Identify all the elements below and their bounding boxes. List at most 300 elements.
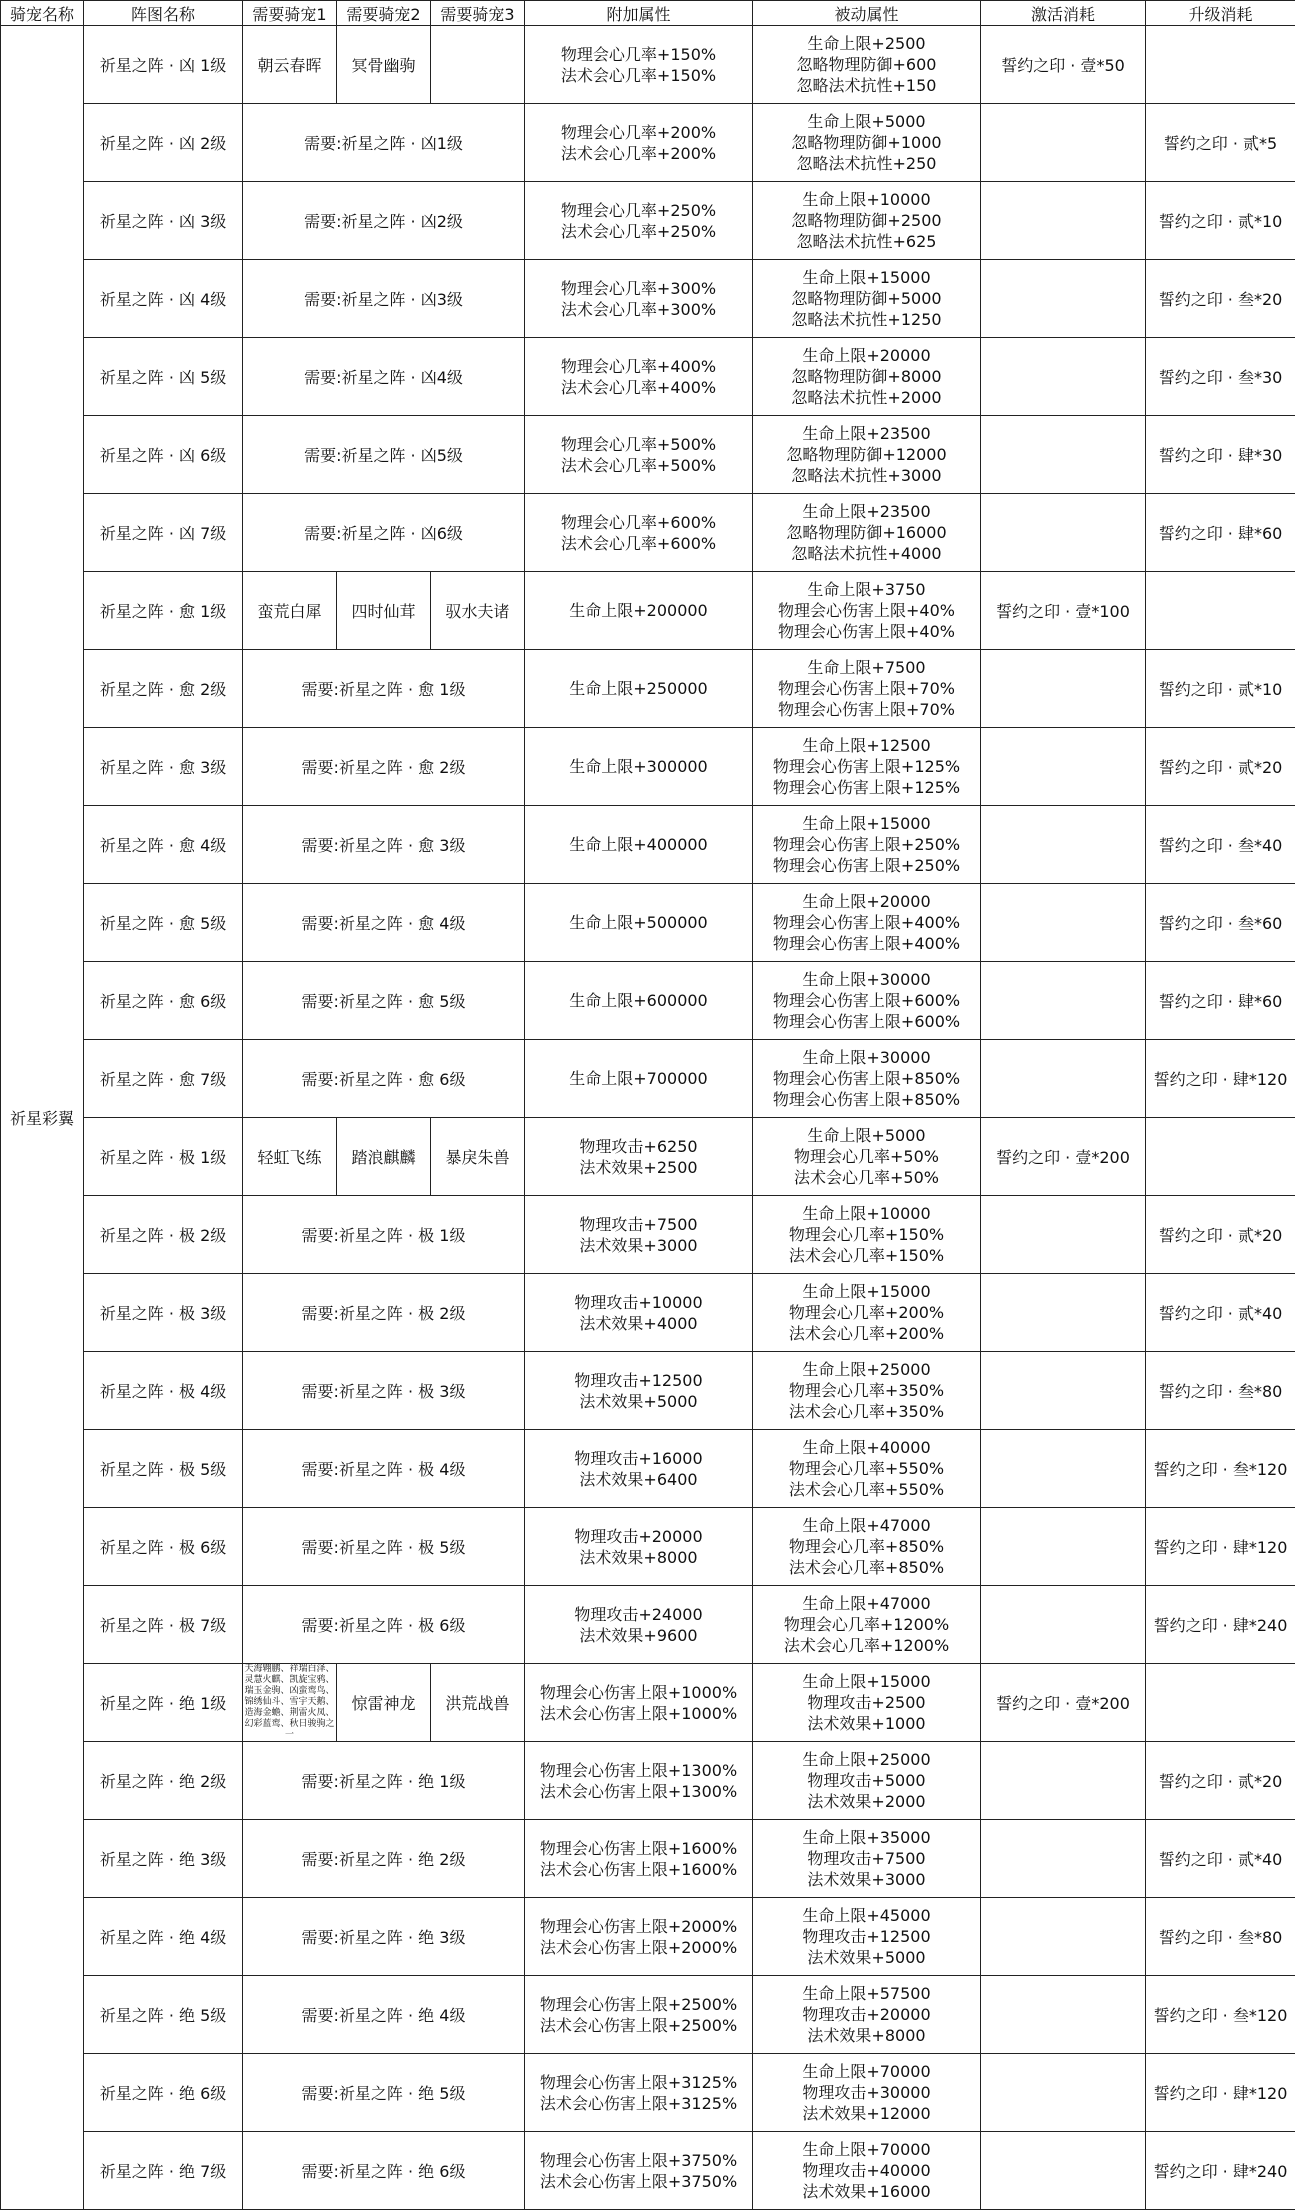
formation-name-cell: 祈星之阵 · 绝 2级 [84, 1742, 243, 1820]
passive-cell [753, 494, 981, 572]
activation-cost-cell [981, 494, 1146, 572]
attribute-cell-line: 法术效果+9600 [525, 1625, 752, 1646]
required-pet-cell: 冥骨幽驹 [337, 26, 431, 104]
activation-cost-cell [981, 338, 1146, 416]
upgrade-cost-cell: 誓约之印 · 肆*30 [1146, 416, 1295, 494]
column-header: 被动属性 [753, 1, 981, 26]
requirement-cell: 需要:祈星之阵 · 愈 3级 [243, 806, 525, 884]
formation-name-cell: 祈星之阵 · 凶 3级 [84, 182, 243, 260]
activation-cost-cell [981, 416, 1146, 494]
attribute-cell [525, 1742, 753, 1820]
upgrade-cost-cell: 誓约之印 · 肆*120 [1146, 1508, 1295, 1586]
formation-name-cell: 祈星之阵 · 绝 5级 [84, 1976, 243, 2054]
upgrade-cost-cell [1146, 1664, 1295, 1742]
activation-cost-cell: 誓约之印 · 壹*200 [981, 1664, 1146, 1742]
passive-cell-line: 生命上限+47000 [753, 1515, 980, 1536]
column-header: 附加属性 [525, 1, 753, 26]
passive-cell-line: 物理会心几率+1200% [753, 1614, 980, 1635]
passive-cell-line: 物理会心伤害上限+125% [753, 777, 980, 798]
upgrade-cost-cell: 誓约之印 · 贰*20 [1146, 1196, 1295, 1274]
passive-cell-line: 法术会心几率+350% [753, 1401, 980, 1422]
requirement-cell: 需要:祈星之阵 · 极 4级 [243, 1430, 525, 1508]
passive-cell-line: 物理攻击+40000 [753, 2160, 980, 2181]
formation-name-cell: 祈星之阵 · 凶 2级 [84, 104, 243, 182]
passive-cell-line: 忽略法术抗性+150 [753, 75, 980, 96]
attribute-cell [525, 1352, 753, 1430]
activation-cost-cell [981, 1976, 1146, 2054]
requirement-cell: 需要:祈星之阵 · 绝 3级 [243, 1898, 525, 1976]
passive-cell-line: 生命上限+5000 [753, 1125, 980, 1146]
requirement-cell: 需要:祈星之阵 · 绝 1级 [243, 1742, 525, 1820]
passive-cell [753, 1976, 981, 2054]
formation-name-cell: 祈星之阵 · 绝 4级 [84, 1898, 243, 1976]
table-row [1, 2054, 1295, 2132]
attribute-cell [525, 650, 753, 728]
attribute-cell [525, 2132, 753, 2210]
passive-cell [753, 1664, 981, 1742]
attribute-cell-line: 物理会心几率+200% [525, 122, 752, 143]
passive-cell-line: 物理会心几率+350% [753, 1380, 980, 1401]
formation-name-cell: 祈星之阵 · 极 4级 [84, 1352, 243, 1430]
passive-cell-line: 物理会心几率+200% [753, 1302, 980, 1323]
attribute-cell-line: 物理攻击+16000 [525, 1448, 752, 1469]
formation-name-cell: 祈星之阵 · 凶 6级 [84, 416, 243, 494]
activation-cost-cell [981, 962, 1146, 1040]
activation-cost-cell [981, 182, 1146, 260]
attribute-cell-line: 物理会心几率+150% [525, 44, 752, 65]
requirement-cell: 需要:祈星之阵 · 凶4级 [243, 338, 525, 416]
passive-cell [753, 1040, 981, 1118]
table-row [1, 494, 1295, 572]
requirement-cell: 需要:祈星之阵 · 绝 2级 [243, 1820, 525, 1898]
attribute-cell [525, 2054, 753, 2132]
upgrade-cost-cell [1146, 1118, 1295, 1196]
attribute-cell-line: 物理会心几率+500% [525, 434, 752, 455]
requirement-cell: 需要:祈星之阵 · 极 3级 [243, 1352, 525, 1430]
passive-cell-line: 忽略法术抗性+250 [753, 153, 980, 174]
passive-cell [753, 1196, 981, 1274]
requirement-cell: 需要:祈星之阵 · 愈 4级 [243, 884, 525, 962]
formation-name-cell: 祈星之阵 · 凶 4级 [84, 260, 243, 338]
passive-cell [753, 1274, 981, 1352]
passive-cell [753, 572, 981, 650]
passive-cell [753, 2132, 981, 2210]
attribute-cell [525, 1274, 753, 1352]
passive-cell-line: 法术效果+8000 [753, 2025, 980, 2046]
passive-cell-line: 法术会心几率+50% [753, 1167, 980, 1188]
upgrade-cost-cell: 誓约之印 · 肆*60 [1146, 494, 1295, 572]
passive-cell [753, 2054, 981, 2132]
passive-cell-line: 生命上限+40000 [753, 1437, 980, 1458]
attribute-cell [525, 494, 753, 572]
passive-cell-line: 生命上限+70000 [753, 2061, 980, 2082]
requirement-cell: 需要:祈星之阵 · 愈 6级 [243, 1040, 525, 1118]
attribute-cell-line: 物理会心伤害上限+1600% [525, 1838, 752, 1859]
requirement-cell: 需要:祈星之阵 · 凶1级 [243, 104, 525, 182]
table-row [1, 650, 1295, 728]
attribute-cell [525, 1508, 753, 1586]
attribute-cell-line: 生命上限+300000 [525, 756, 752, 777]
attribute-cell-line: 生命上限+200000 [525, 600, 752, 621]
passive-cell [753, 260, 981, 338]
activation-cost-cell: 誓约之印 · 壹*100 [981, 572, 1146, 650]
passive-cell-line: 法术效果+3000 [753, 1869, 980, 1890]
table-row [1, 806, 1295, 884]
activation-cost-cell [981, 1352, 1146, 1430]
passive-cell-line: 忽略物理防御+8000 [753, 366, 980, 387]
upgrade-cost-cell: 誓约之印 · 贰*20 [1146, 728, 1295, 806]
upgrade-cost-cell: 誓约之印 · 肆*240 [1146, 2132, 1295, 2210]
table-row [1, 338, 1295, 416]
attribute-cell-line: 法术会心几率+300% [525, 299, 752, 320]
passive-cell-line: 生命上限+15000 [753, 813, 980, 834]
passive-cell-line: 物理攻击+30000 [753, 2082, 980, 2103]
passive-cell-line: 生命上限+23500 [753, 423, 980, 444]
activation-cost-cell [981, 104, 1146, 182]
attribute-cell [525, 1820, 753, 1898]
passive-cell-line: 物理攻击+12500 [753, 1926, 980, 1947]
attribute-cell-line: 生命上限+500000 [525, 912, 752, 933]
passive-cell [753, 962, 981, 1040]
table-row [1, 1976, 1295, 2054]
requirement-cell: 需要:祈星之阵 · 愈 1级 [243, 650, 525, 728]
passive-cell [753, 1118, 981, 1196]
passive-cell [753, 416, 981, 494]
table-row [1, 26, 1295, 104]
attribute-cell-line: 法术会心几率+600% [525, 533, 752, 554]
attribute-cell-line: 生命上限+400000 [525, 834, 752, 855]
attribute-cell-line: 物理攻击+6250 [525, 1136, 752, 1157]
table-row [1, 1040, 1295, 1118]
attribute-cell [525, 728, 753, 806]
required-pet-cell: 轻虹飞练 [243, 1118, 337, 1196]
activation-cost-cell [981, 728, 1146, 806]
upgrade-cost-cell: 誓约之印 · 肆*240 [1146, 1586, 1295, 1664]
activation-cost-cell [981, 1898, 1146, 1976]
table-row [1, 1274, 1295, 1352]
passive-cell [753, 1898, 981, 1976]
required-pet-cell: 驭水夫诸 [431, 572, 525, 650]
upgrade-cost-cell: 誓约之印 · 贰*40 [1146, 1820, 1295, 1898]
table-row [1, 1118, 1295, 1196]
passive-cell [753, 104, 981, 182]
passive-cell [753, 1820, 981, 1898]
passive-cell [753, 26, 981, 104]
passive-cell-line: 法术效果+16000 [753, 2181, 980, 2202]
formation-name-cell: 祈星之阵 · 极 6级 [84, 1508, 243, 1586]
formation-name-cell: 祈星之阵 · 愈 6级 [84, 962, 243, 1040]
requirement-cell: 需要:祈星之阵 · 凶5级 [243, 416, 525, 494]
passive-cell-line: 物理会心伤害上限+40% [753, 600, 980, 621]
passive-cell-line: 忽略物理防御+16000 [753, 522, 980, 543]
formation-name-cell: 祈星之阵 · 愈 2级 [84, 650, 243, 728]
upgrade-cost-cell: 誓约之印 · 贰*40 [1146, 1274, 1295, 1352]
passive-cell-line: 物理会心伤害上限+400% [753, 933, 980, 954]
passive-cell-line: 物理会心伤害上限+250% [753, 834, 980, 855]
attribute-cell-line: 法术效果+5000 [525, 1391, 752, 1412]
passive-cell-line: 生命上限+20000 [753, 891, 980, 912]
attribute-cell [525, 338, 753, 416]
passive-cell-line: 生命上限+35000 [753, 1827, 980, 1848]
attribute-cell-line: 法术效果+8000 [525, 1547, 752, 1568]
attribute-cell-line: 物理会心伤害上限+2500% [525, 1994, 752, 2015]
attribute-cell-line: 法术会心几率+150% [525, 65, 752, 86]
column-header: 需要骑宠1 [243, 1, 337, 26]
passive-cell-line: 物理会心几率+550% [753, 1458, 980, 1479]
activation-cost-cell [981, 1040, 1146, 1118]
requirement-cell: 需要:祈星之阵 · 极 2级 [243, 1274, 525, 1352]
attribute-cell-line: 法术效果+3000 [525, 1235, 752, 1256]
attribute-cell-line: 法术会心伤害上限+3750% [525, 2171, 752, 2192]
attribute-cell [525, 806, 753, 884]
passive-cell [753, 806, 981, 884]
passive-cell-line: 忽略法术抗性+625 [753, 231, 980, 252]
formation-name-cell: 祈星之阵 · 绝 3级 [84, 1820, 243, 1898]
attribute-cell [525, 1196, 753, 1274]
required-pet-cell: 蛮荒白犀 [243, 572, 337, 650]
passive-cell-line: 生命上限+15000 [753, 1671, 980, 1692]
passive-cell-line: 生命上限+45000 [753, 1905, 980, 1926]
requirement-cell: 需要:祈星之阵 · 愈 2级 [243, 728, 525, 806]
requirement-cell: 需要:祈星之阵 · 绝 4级 [243, 1976, 525, 2054]
attribute-cell [525, 104, 753, 182]
activation-cost-cell [981, 650, 1146, 728]
passive-cell-line: 法术会心几率+550% [753, 1479, 980, 1500]
table-row [1, 1742, 1295, 1820]
formation-name-cell: 祈星之阵 · 极 7级 [84, 1586, 243, 1664]
attribute-cell-line: 物理攻击+20000 [525, 1526, 752, 1547]
passive-cell-line: 法术会心几率+1200% [753, 1635, 980, 1656]
table-header [1, 1, 1295, 26]
upgrade-cost-cell: 誓约之印 · 肆*120 [1146, 2054, 1295, 2132]
passive-cell-line: 生命上限+30000 [753, 1047, 980, 1068]
attribute-cell-line: 法术会心几率+200% [525, 143, 752, 164]
attribute-cell-line: 物理会心几率+300% [525, 278, 752, 299]
requirement-cell: 需要:祈星之阵 · 绝 6级 [243, 2132, 525, 2210]
formation-name-cell: 祈星之阵 · 愈 4级 [84, 806, 243, 884]
table-row [1, 1820, 1295, 1898]
formation-name-cell: 祈星之阵 · 极 1级 [84, 1118, 243, 1196]
column-header: 阵图名称 [84, 1, 243, 26]
required-pet-cell: 洪荒战兽 [431, 1664, 525, 1742]
passive-cell-line: 物理会心伤害上限+400% [753, 912, 980, 933]
activation-cost-cell [981, 1742, 1146, 1820]
attribute-cell-line: 法术效果+2500 [525, 1157, 752, 1178]
attribute-cell-line: 法术会心伤害上限+1000% [525, 1703, 752, 1724]
table-row [1, 1664, 1295, 1742]
table-row [1, 260, 1295, 338]
activation-cost-cell: 誓约之印 · 壹*200 [981, 1118, 1146, 1196]
table-row [1, 2132, 1295, 2210]
passive-cell-line: 物理攻击+20000 [753, 2004, 980, 2025]
table-row [1, 416, 1295, 494]
attribute-cell [525, 1898, 753, 1976]
attribute-cell-line: 法术会心几率+400% [525, 377, 752, 398]
table-row [1, 962, 1295, 1040]
attribute-cell-line: 物理会心伤害上限+1000% [525, 1682, 752, 1703]
attribute-cell-line: 物理会心几率+400% [525, 356, 752, 377]
attribute-cell-line: 生命上限+700000 [525, 1068, 752, 1089]
formation-name-cell: 祈星之阵 · 愈 7级 [84, 1040, 243, 1118]
requirement-cell: 需要:祈星之阵 · 极 6级 [243, 1586, 525, 1664]
column-header: 激活消耗 [981, 1, 1146, 26]
passive-cell-line: 生命上限+20000 [753, 345, 980, 366]
upgrade-cost-cell: 誓约之印 · 叁*20 [1146, 260, 1295, 338]
attribute-cell [525, 182, 753, 260]
passive-cell-line: 法术效果+2000 [753, 1791, 980, 1812]
formation-name-cell: 祈星之阵 · 凶 7级 [84, 494, 243, 572]
passive-cell-line: 物理会心几率+50% [753, 1146, 980, 1167]
passive-cell-line: 法术效果+12000 [753, 2103, 980, 2124]
attribute-cell-line: 物理攻击+7500 [525, 1214, 752, 1235]
requirement-cell: 需要:祈星之阵 · 绝 5级 [243, 2054, 525, 2132]
table-row [1, 1430, 1295, 1508]
activation-cost-cell [981, 1430, 1146, 1508]
passive-cell-line: 生命上限+15000 [753, 267, 980, 288]
table-row [1, 1352, 1295, 1430]
attribute-cell-line: 物理攻击+24000 [525, 1604, 752, 1625]
attribute-cell [525, 572, 753, 650]
passive-cell-line: 生命上限+12500 [753, 735, 980, 756]
passive-cell-line: 物理会心伤害上限+70% [753, 678, 980, 699]
upgrade-cost-cell: 誓约之印 · 叁*80 [1146, 1898, 1295, 1976]
formation-name-cell: 祈星之阵 · 愈 5级 [84, 884, 243, 962]
passive-cell-line: 忽略物理防御+1000 [753, 132, 980, 153]
passive-cell-line: 物理会心伤害上限+850% [753, 1089, 980, 1110]
formation-name-cell: 祈星之阵 · 凶 5级 [84, 338, 243, 416]
passive-cell-line: 忽略法术抗性+4000 [753, 543, 980, 564]
formation-name-cell: 祈星之阵 · 绝 1级 [84, 1664, 243, 1742]
formation-name-cell: 祈星之阵 · 绝 6级 [84, 2054, 243, 2132]
attribute-cell-line: 法术效果+6400 [525, 1469, 752, 1490]
activation-cost-cell [981, 1820, 1146, 1898]
required-pet-cell: 踏浪麒麟 [337, 1118, 431, 1196]
passive-cell [753, 1586, 981, 1664]
table-row [1, 1196, 1295, 1274]
passive-cell-line: 物理会心伤害上限+850% [753, 1068, 980, 1089]
upgrade-cost-cell: 誓约之印 · 贰*10 [1146, 182, 1295, 260]
passive-cell-line: 生命上限+5000 [753, 111, 980, 132]
passive-cell-line: 忽略法术抗性+1250 [753, 309, 980, 330]
attribute-cell-line: 法术会心伤害上限+1600% [525, 1859, 752, 1880]
passive-cell [753, 884, 981, 962]
attribute-cell-line: 物理会心伤害上限+1300% [525, 1760, 752, 1781]
upgrade-cost-cell: 誓约之印 · 叁*40 [1146, 806, 1295, 884]
passive-cell-line: 生命上限+70000 [753, 2139, 980, 2160]
passive-cell-line: 生命上限+47000 [753, 1593, 980, 1614]
activation-cost-cell [981, 2132, 1146, 2210]
passive-cell [753, 650, 981, 728]
requirement-cell: 需要:祈星之阵 · 极 1级 [243, 1196, 525, 1274]
required-pet-cell: 惊雷神龙 [337, 1664, 431, 1742]
requirement-cell: 需要:祈星之阵 · 凶3级 [243, 260, 525, 338]
required-pet-cell: 朝云春晖 [243, 26, 337, 104]
formation-name-cell: 祈星之阵 · 绝 7级 [84, 2132, 243, 2210]
upgrade-cost-cell: 誓约之印 · 叁*60 [1146, 884, 1295, 962]
attribute-cell-line: 生命上限+250000 [525, 678, 752, 699]
table-row [1, 1508, 1295, 1586]
passive-cell-line: 生命上限+10000 [753, 1203, 980, 1224]
column-header: 需要骑宠2 [337, 1, 431, 26]
activation-cost-cell [981, 2054, 1146, 2132]
attribute-cell-line: 物理会心伤害上限+3750% [525, 2150, 752, 2171]
activation-cost-cell [981, 1274, 1146, 1352]
passive-cell-line: 法术会心几率+150% [753, 1245, 980, 1266]
required-pet-cell: 暴戾朱兽 [431, 1118, 525, 1196]
table-row [1, 572, 1295, 650]
passive-cell-line: 物理会心几率+150% [753, 1224, 980, 1245]
upgrade-cost-cell: 誓约之印 · 肆*60 [1146, 962, 1295, 1040]
passive-cell-line: 物理会心伤害上限+70% [753, 699, 980, 720]
table-row [1, 884, 1295, 962]
required-pet-cell: 天海翱鹏、祥瑞白泽、灵慧火麒、凯旋宝鸦、瑞玉金驹、凶蛮鸾鸟、锦绣仙斗、雪宇天鹅、造海金蟾、荆雷火凤、幻彩蓝鸾、秋日骏驹之一 [243, 1664, 337, 1742]
formation-name-cell: 祈星之阵 · 极 5级 [84, 1430, 243, 1508]
formation-name-cell: 祈星之阵 · 极 3级 [84, 1274, 243, 1352]
formation-name-cell: 祈星之阵 · 极 2级 [84, 1196, 243, 1274]
passive-cell-line: 生命上限+2500 [753, 33, 980, 54]
column-header: 骑宠名称 [1, 1, 84, 26]
passive-cell-line: 生命上限+23500 [753, 501, 980, 522]
passive-cell-line: 忽略法术抗性+3000 [753, 465, 980, 486]
attribute-cell-line: 法术效果+4000 [525, 1313, 752, 1334]
passive-cell [753, 182, 981, 260]
attribute-cell [525, 1430, 753, 1508]
passive-cell-line: 忽略物理防御+5000 [753, 288, 980, 309]
passive-cell-line: 忽略法术抗性+2000 [753, 387, 980, 408]
passive-cell-line: 生命上限+7500 [753, 657, 980, 678]
table-row [1, 182, 1295, 260]
activation-cost-cell [981, 260, 1146, 338]
passive-cell-line: 物理会心伤害上限+250% [753, 855, 980, 876]
attribute-cell [525, 1586, 753, 1664]
attribute-cell-line: 物理会心伤害上限+2000% [525, 1916, 752, 1937]
attribute-cell-line: 物理会心几率+250% [525, 200, 752, 221]
upgrade-cost-cell [1146, 26, 1295, 104]
attribute-cell-line: 法术会心伤害上限+1300% [525, 1781, 752, 1802]
passive-cell-line: 忽略物理防御+2500 [753, 210, 980, 231]
passive-cell-line: 生命上限+57500 [753, 1983, 980, 2004]
passive-cell [753, 338, 981, 416]
passive-cell-line: 生命上限+30000 [753, 969, 980, 990]
required-pet-cell [431, 26, 525, 104]
formation-name-cell: 祈星之阵 · 愈 1级 [84, 572, 243, 650]
attribute-cell-line: 物理会心伤害上限+3125% [525, 2072, 752, 2093]
attribute-cell [525, 1664, 753, 1742]
attribute-cell-line: 物理攻击+12500 [525, 1370, 752, 1391]
attribute-cell-line: 物理会心几率+600% [525, 512, 752, 533]
table-row [1, 104, 1295, 182]
passive-cell-line: 物理攻击+2500 [753, 1692, 980, 1713]
upgrade-cost-cell: 誓约之印 · 叁*120 [1146, 1976, 1295, 2054]
passive-cell-line: 法术效果+1000 [753, 1713, 980, 1734]
upgrade-cost-cell: 誓约之印 · 贰*20 [1146, 1742, 1295, 1820]
passive-cell-line: 法术会心几率+850% [753, 1557, 980, 1578]
passive-cell-line: 物理攻击+5000 [753, 1770, 980, 1791]
attribute-cell [525, 416, 753, 494]
passive-cell-line: 生命上限+10000 [753, 189, 980, 210]
column-header: 升级消耗 [1146, 1, 1295, 26]
upgrade-cost-cell: 誓约之印 · 贰*10 [1146, 650, 1295, 728]
attribute-cell [525, 26, 753, 104]
required-pet-cell: 四时仙茸 [337, 572, 431, 650]
formation-name-cell: 祈星之阵 · 凶 1级 [84, 26, 243, 104]
column-header: 需要骑宠3 [431, 1, 525, 26]
attribute-cell [525, 962, 753, 1040]
passive-cell-line: 物理攻击+7500 [753, 1848, 980, 1869]
upgrade-cost-cell: 誓约之印 · 肆*120 [1146, 1040, 1295, 1118]
attribute-cell-line: 法术会心几率+500% [525, 455, 752, 476]
upgrade-cost-cell [1146, 572, 1295, 650]
